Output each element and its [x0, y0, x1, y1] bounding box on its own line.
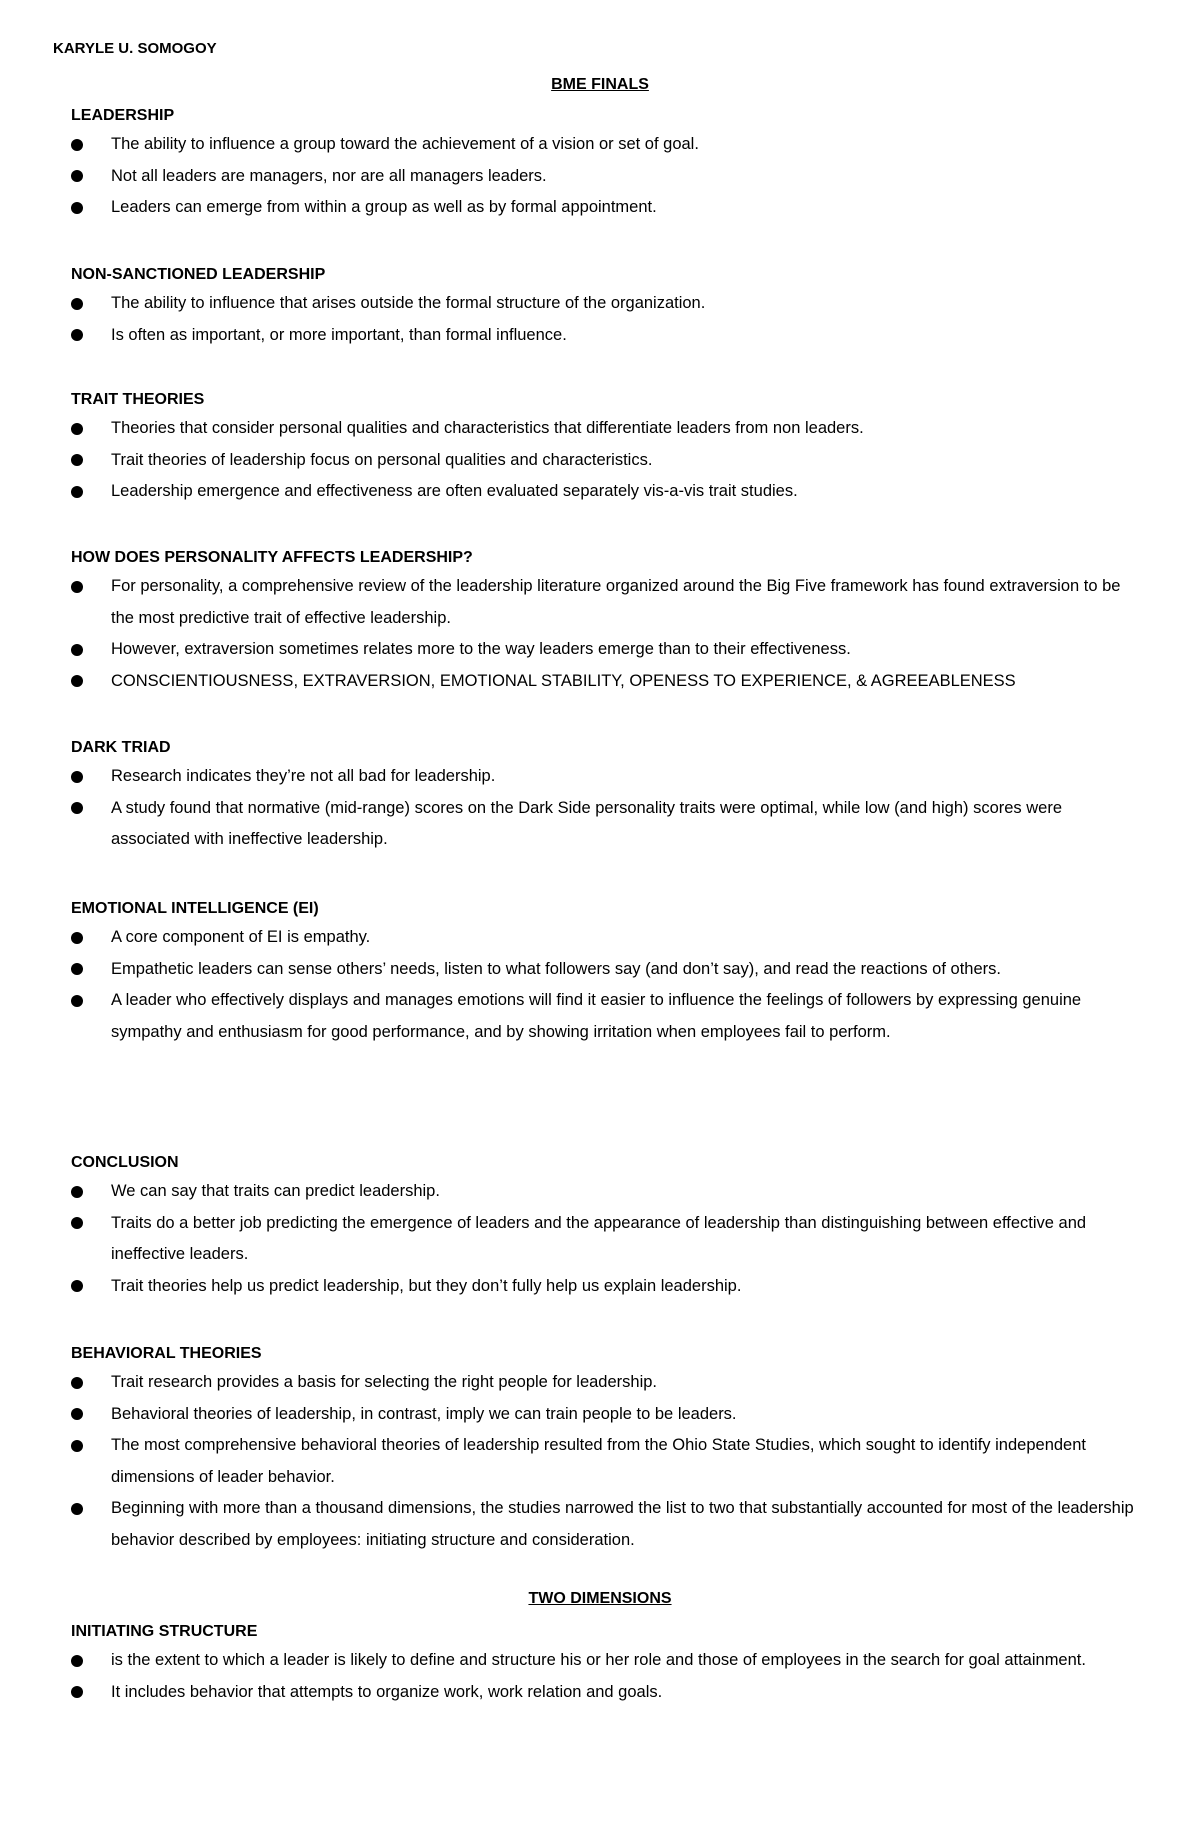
bullet-icon	[71, 298, 83, 310]
list-item	[71, 1271, 1141, 1303]
bullet-icon	[71, 581, 83, 593]
section-heading: INITIATING STRUCTURE	[71, 1623, 258, 1640]
list-item	[71, 571, 1141, 634]
section-dark-triad	[71, 738, 1141, 856]
list-item-text: A study found that normative (mid-range) scores on the Dark Side personality traits were optimal, while low (and high) scores were associated with ineffective leadership.	[111, 798, 1063, 848]
list-item	[71, 445, 1141, 477]
list-item-text: However, extraversion sometimes relates more to the way leaders emerge than to their effectiveness.	[111, 640, 851, 658]
bullet-icon	[71, 932, 83, 944]
bullet-list	[71, 1176, 1141, 1302]
list-item-text: Trait research provides a basis for selecting the right people for leadership.	[111, 1373, 658, 1391]
list-item	[71, 320, 1141, 352]
bullet-list	[71, 922, 1141, 1048]
bullet-list	[71, 288, 1141, 351]
bullet-list	[71, 413, 1141, 508]
bullet-icon	[71, 1280, 83, 1292]
two-dimensions-title: TWO DIMENSIONS	[528, 1590, 672, 1607]
list-item-text: The ability to influence a group toward the achievement of a vision or set of goal.	[111, 135, 699, 153]
bullet-list	[71, 571, 1141, 697]
list-item	[71, 985, 1141, 1048]
section-heading: CONCLUSION	[71, 1154, 179, 1171]
list-item-text: We can say that traits can predict leadership.	[111, 1182, 440, 1200]
bullet-icon	[71, 995, 83, 1007]
bullet-icon	[71, 486, 83, 498]
section-emotional-intelligence-ei	[71, 899, 1141, 1048]
bullet-list	[71, 761, 1141, 856]
list-item-text: The ability to influence that arises outside the formal structure of the organization.	[111, 294, 706, 312]
list-item-text: The most comprehensive behavioral theories of leadership resulted from the Ohio State Studies, which sought to identify independent dimensions of leader behavior.	[111, 1436, 1086, 1486]
list-item	[71, 634, 1141, 666]
bullet-icon	[71, 139, 83, 151]
section-heading: EMOTIONAL INTELLIGENCE (EI)	[71, 900, 319, 917]
list-item	[71, 476, 1141, 508]
list-item-text: Traits do a better job predicting the emergence of leaders and the appearance of leadership than distinguishing between effective and ineffective leaders.	[111, 1213, 1087, 1263]
section-behavioral-theories	[71, 1344, 1141, 1556]
list-item-text: Trait theories help us predict leadership, but they don’t fully help us explain leadership.	[111, 1276, 742, 1295]
list-item-text: Beginning with more than a thousand dimensions, the studies narrowed the list to two that substantially accounted for most of the leadership behavior described by employees: initiating structure and consideration.	[111, 1499, 1134, 1549]
author-name: KARYLE U. SOMOGOY	[53, 40, 217, 57]
list-item	[71, 666, 1141, 698]
bullet-icon	[71, 170, 83, 182]
bullet-icon	[71, 1655, 83, 1667]
list-item	[71, 954, 1141, 986]
list-item	[71, 288, 1141, 320]
list-item-text: Leaders can emerge from within a group as well as by formal appointment.	[111, 198, 657, 216]
list-item	[71, 413, 1141, 445]
list-item	[71, 1493, 1141, 1556]
bullet-icon	[71, 423, 83, 435]
list-item	[71, 1430, 1141, 1493]
section-heading: DARK TRIAD	[71, 739, 171, 756]
bullet-icon	[71, 963, 83, 975]
list-item	[71, 1367, 1141, 1399]
list-item	[71, 1208, 1141, 1271]
list-item-text: Leadership emergence and effectiveness are often evaluated separately vis-a-vis trait studies.	[111, 482, 798, 500]
section-heading: TRAIT THEORIES	[71, 391, 205, 408]
list-item-text: A leader who effectively displays and manages emotions will find it easier to influence the feelings of followers by expressing genuine sympathy and enthusiasm for good performance, and by showing irritation when employees fail to perform.	[111, 991, 1082, 1041]
bullet-icon	[71, 1377, 83, 1389]
bullet-list	[71, 1367, 1141, 1556]
list-item-text: Empathetic leaders can sense others’ needs, listen to what followers say (and don’t say), and read the reactions of others.	[111, 959, 1001, 978]
bullet-icon	[71, 675, 83, 687]
section-trait-theories	[71, 390, 1141, 508]
section-heading: HOW DOES PERSONALITY AFFECTS LEADERSHIP?	[71, 549, 473, 566]
bullet-list	[71, 1645, 1141, 1708]
document-title: BME FINALS	[551, 76, 649, 93]
bullet-icon	[71, 454, 83, 466]
bullet-icon	[71, 771, 83, 783]
list-item-text: It includes behavior that attempts to organize work, work relation and goals.	[111, 1682, 663, 1701]
bullet-icon	[71, 1408, 83, 1420]
list-item	[71, 1677, 1141, 1709]
list-item-text: Research indicates they’re not all bad for leadership.	[111, 767, 496, 785]
bullet-icon	[71, 1503, 83, 1515]
section-initiating-structure	[71, 1622, 1141, 1708]
list-item-text: CONSCIENTIOUSNESS, EXTRAVERSION, EMOTIONAL STABILITY, OPENESS TO EXPERIENCE, & AGREEABLENESS	[111, 671, 1016, 690]
bullet-icon	[71, 202, 83, 214]
list-item-text: Not all leaders are managers, nor are all managers leaders.	[111, 166, 547, 185]
list-item-text: For personality, a comprehensive review of the leadership literature organized around the Big Five framework has found extraversion to be the most predictive trait of effective leadership.	[111, 577, 1121, 627]
list-item	[71, 1645, 1141, 1677]
bullet-icon	[71, 329, 83, 341]
bullet-icon	[71, 1440, 83, 1452]
bullet-icon	[71, 802, 83, 814]
section-heading: NON-SANCTIONED LEADERSHIP	[71, 266, 326, 283]
list-item	[71, 161, 1141, 193]
bullet-list	[71, 129, 1141, 224]
list-item-text: A core component of EI is empathy.	[111, 928, 371, 946]
list-item	[71, 761, 1141, 793]
section-non-sanctioned-leadership	[71, 265, 1141, 351]
list-item-text: Is often as important, or more important, than formal influence.	[111, 325, 567, 344]
bullet-icon	[71, 644, 83, 656]
list-item	[71, 192, 1141, 224]
list-item-text: Trait theories of leadership focus on personal qualities and characteristics.	[111, 450, 653, 469]
list-item	[71, 129, 1141, 161]
list-item	[71, 1399, 1141, 1431]
bullet-icon	[71, 1186, 83, 1198]
list-item-text: Theories that consider personal qualities and characteristics that differentiate leaders from non leaders.	[111, 419, 864, 437]
section-heading: BEHAVIORAL THEORIES	[71, 1345, 262, 1362]
section-conclusion	[71, 1153, 1141, 1302]
bullet-icon	[71, 1686, 83, 1698]
list-item	[71, 793, 1141, 856]
list-item	[71, 922, 1141, 954]
list-item-text: is the extent to which a leader is likely to define and structure his or her role and those of employees in the search for goal attainment.	[111, 1651, 1086, 1669]
list-item	[71, 1176, 1141, 1208]
section-heading: LEADERSHIP	[71, 107, 175, 124]
list-item-text: Behavioral theories of leadership, in contrast, imply we can train people to be leaders.	[111, 1404, 737, 1423]
section-leadership	[71, 106, 1141, 224]
bullet-icon	[71, 1217, 83, 1229]
section-how-does-personality-affects-leadership	[71, 548, 1141, 697]
